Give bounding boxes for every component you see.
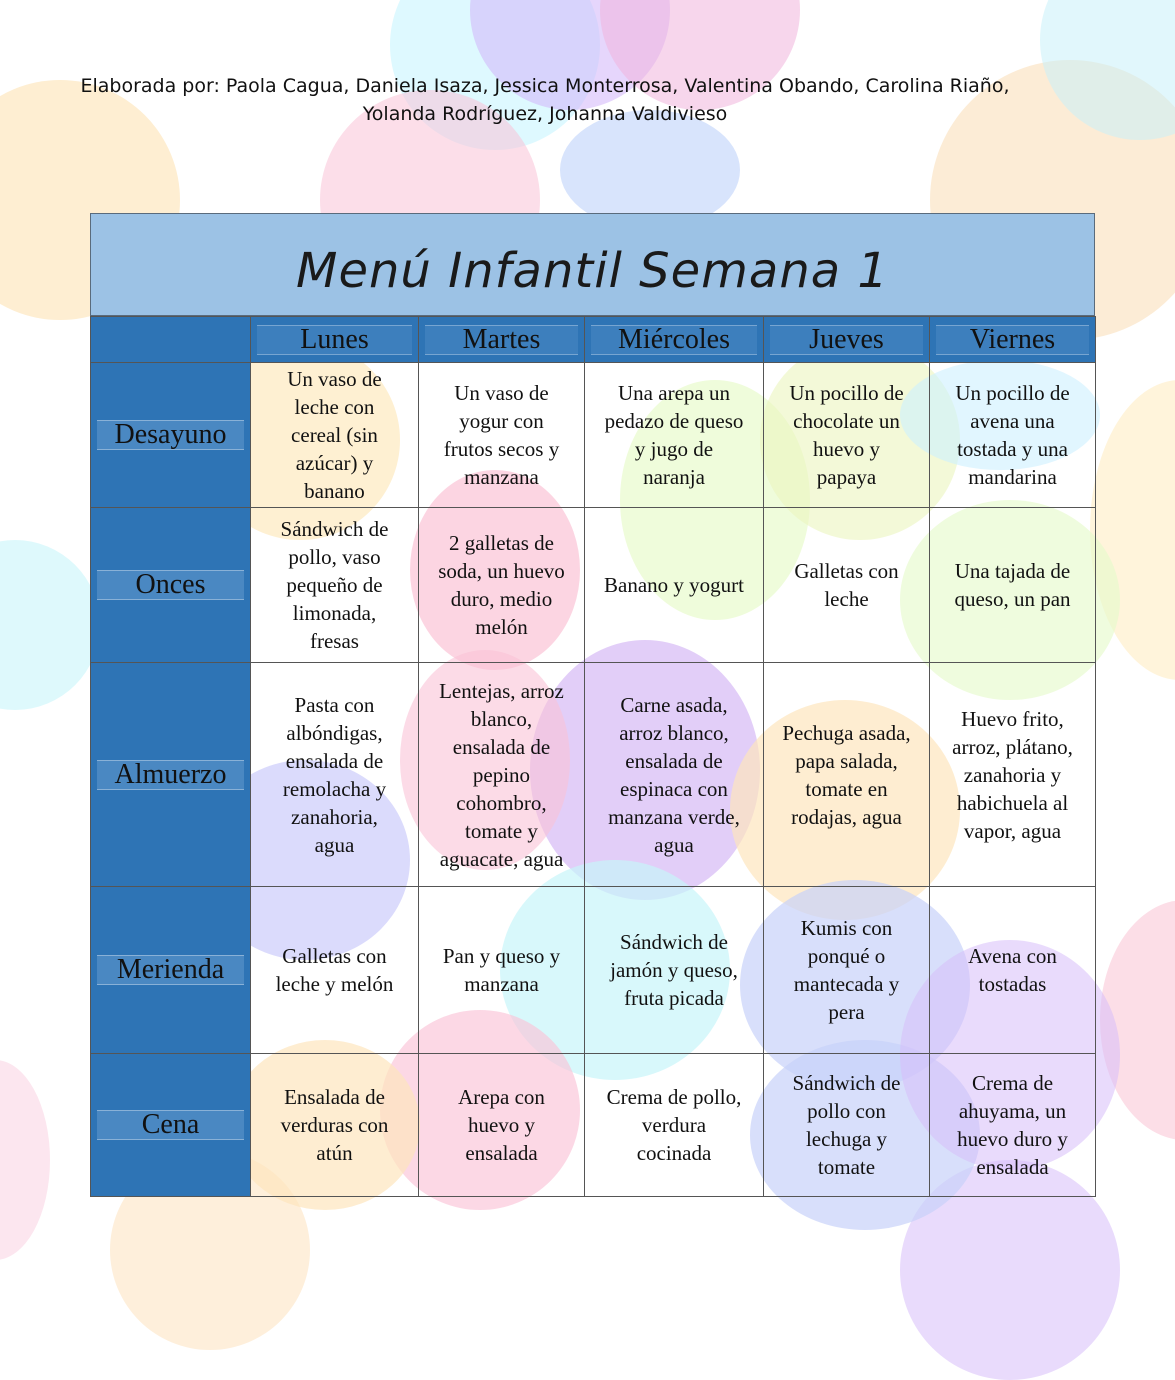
title-bar — [90, 213, 1095, 316]
menu-cell-desayuno-miércoles: Una arepa un pedazo de queso y jugo de naranja — [585, 363, 764, 508]
day-header-label: Jueves — [770, 325, 923, 355]
meal-name: Cena — [97, 1110, 244, 1140]
menu-cell-onces-miércoles: Banano y yogurt — [585, 508, 764, 663]
day-header-viernes — [930, 317, 1096, 363]
meal-name: Desayuno — [97, 420, 244, 450]
menu-cell-onces-martes: 2 galletas de soda, un huevo duro, medio melón — [419, 508, 585, 663]
menu-cell-desayuno-lunes: Un vaso de leche con cereal (sin azúcar) y banano — [251, 363, 419, 508]
menu-cell-cena-viernes: Crema de ahuyama, un huevo duro y ensalada — [930, 1054, 1096, 1197]
menu-cell-merienda-miércoles: Sándwich de jamón y queso, fruta picada — [585, 887, 764, 1054]
menu-cell-cena-miércoles: Crema de pollo, verdura cocinada — [585, 1054, 764, 1197]
day-header-lunes — [251, 317, 419, 363]
menu-cell-desayuno-jueves: Un pocillo de chocolate un huevo y papaya — [764, 363, 930, 508]
decor-dot — [0, 540, 100, 710]
credits-line-1: Elaborada por: Paola Cagua, Daniela Isaza, Jessica Monterrosa, Valentina Obando, Carolina Riaño, — [80, 75, 1010, 97]
menu-title: Menú Infantil Semana 1 — [296, 242, 889, 299]
menu-grid — [90, 316, 1096, 1197]
menu-cell-cena-jueves: Sándwich de pollo con lechuga y tomate — [764, 1054, 930, 1197]
day-header-martes — [419, 317, 585, 363]
menu-cell-almuerzo-lunes: Pasta con albóndigas, ensalada de remolacha y zanahoria, agua — [251, 663, 419, 887]
day-header-label: Lunes — [257, 325, 412, 355]
meal-name: Almuerzo — [97, 760, 244, 790]
meal-name: Merienda — [97, 955, 244, 985]
menu-cell-cena-martes: Arepa con huevo y ensalada — [419, 1054, 585, 1197]
menu-cell-almuerzo-viernes: Huevo frito, arroz, plátano, zanahoria y habichuela al vapor, agua — [930, 663, 1096, 887]
menu-cell-cena-lunes: Ensalada de verduras con atún — [251, 1054, 419, 1197]
meal-name: Onces — [97, 570, 244, 600]
day-header-jueves — [764, 317, 930, 363]
meal-label-desayuno — [91, 363, 251, 508]
menu-cell-onces-jueves: Galletas con leche — [764, 508, 930, 663]
credits-line-2: Yolanda Rodríguez, Johanna Valdivieso — [362, 103, 728, 125]
credits-text — [60, 72, 1030, 128]
day-header-label: Martes — [425, 325, 578, 355]
menu-cell-almuerzo-jueves: Pechuga asada, papa salada, tomate en rodajas, agua — [764, 663, 930, 887]
menu-table — [90, 213, 1095, 1196]
menu-cell-merienda-martes: Pan y queso y manzana — [419, 887, 585, 1054]
menu-cell-desayuno-martes: Un vaso de yogur con frutos secos y manzana — [419, 363, 585, 508]
menu-cell-almuerzo-martes: Lentejas, arroz blanco, ensalada de pepino cohombro, tomate y aguacate, agua — [419, 663, 585, 887]
meal-label-onces — [91, 508, 251, 663]
day-header-label: Viernes — [936, 325, 1089, 355]
day-header-miércoles — [585, 317, 764, 363]
menu-cell-merienda-jueves: Kumis con ponqué o mantecada y pera — [764, 887, 930, 1054]
menu-cell-merienda-lunes: Galletas con leche y melón — [251, 887, 419, 1054]
meal-label-almuerzo — [91, 663, 251, 887]
menu-cell-onces-viernes: Una tajada de queso, un pan — [930, 508, 1096, 663]
day-header-label: Miércoles — [591, 325, 757, 355]
menu-cell-almuerzo-miércoles: Carne asada, arroz blanco, ensalada de espinaca con manzana verde, agua — [585, 663, 764, 887]
meal-label-merienda — [91, 887, 251, 1054]
meal-label-cena — [91, 1054, 251, 1197]
menu-cell-desayuno-viernes: Un pocillo de avena una tostada y una mandarina — [930, 363, 1096, 508]
menu-cell-onces-lunes: Sándwich de pollo, vaso pequeño de limonada, fresas — [251, 508, 419, 663]
decor-dot — [560, 110, 740, 230]
menu-cell-merienda-viernes: Avena con tostadas — [930, 887, 1096, 1054]
decor-dot — [0, 1060, 50, 1260]
corner-cell — [91, 317, 251, 363]
